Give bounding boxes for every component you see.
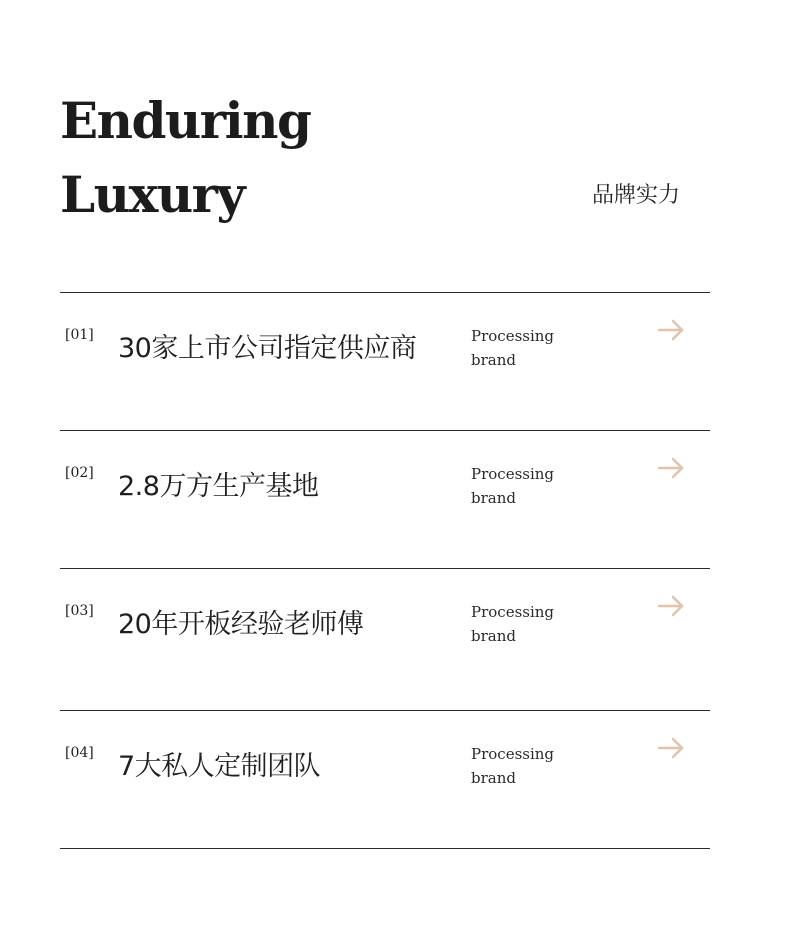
feature-number: [01]	[65, 327, 94, 343]
feature-row	[60, 430, 710, 568]
feature-meta-line-2: brand	[471, 627, 516, 645]
feature-meta	[471, 462, 591, 510]
page-title	[60, 84, 310, 232]
feature-meta-line-2: brand	[471, 769, 516, 787]
feature-meta-line-2: brand	[471, 489, 516, 507]
feature-number: [03]	[65, 603, 94, 619]
page-title-line-1: Enduring	[60, 91, 311, 150]
feature-row	[60, 710, 710, 848]
feature-number: [04]	[65, 745, 94, 761]
feature-label: 30家上市公司指定供应商	[118, 333, 417, 364]
feature-label: 2.8万方生产基地	[118, 471, 319, 502]
feature-row	[60, 568, 710, 710]
feature-number: [02]	[65, 465, 94, 481]
feature-meta	[471, 742, 591, 790]
arrow-right-icon[interactable]	[656, 591, 686, 621]
feature-meta-line-1: Processing	[471, 603, 555, 621]
feature-meta	[471, 324, 591, 372]
section-subtitle: 品牌实力	[592, 183, 681, 208]
feature-meta-line-1: Processing	[471, 745, 555, 763]
feature-row	[60, 292, 710, 430]
arrow-right-icon[interactable]	[656, 315, 686, 345]
feature-meta-line-1: Processing	[471, 465, 555, 483]
arrow-right-icon[interactable]	[656, 453, 686, 483]
feature-meta-line-1: Processing	[471, 327, 555, 345]
feature-label: 20年开板经验老师傅	[118, 609, 364, 640]
feature-label: 7大私人定制团队	[118, 751, 321, 782]
feature-meta-line-2: brand	[471, 351, 516, 369]
feature-list	[60, 292, 710, 849]
list-bottom-divider	[60, 848, 710, 849]
arrow-right-icon[interactable]	[656, 733, 686, 763]
page-title-line-2: Luxury	[60, 165, 245, 224]
feature-meta	[471, 600, 591, 648]
